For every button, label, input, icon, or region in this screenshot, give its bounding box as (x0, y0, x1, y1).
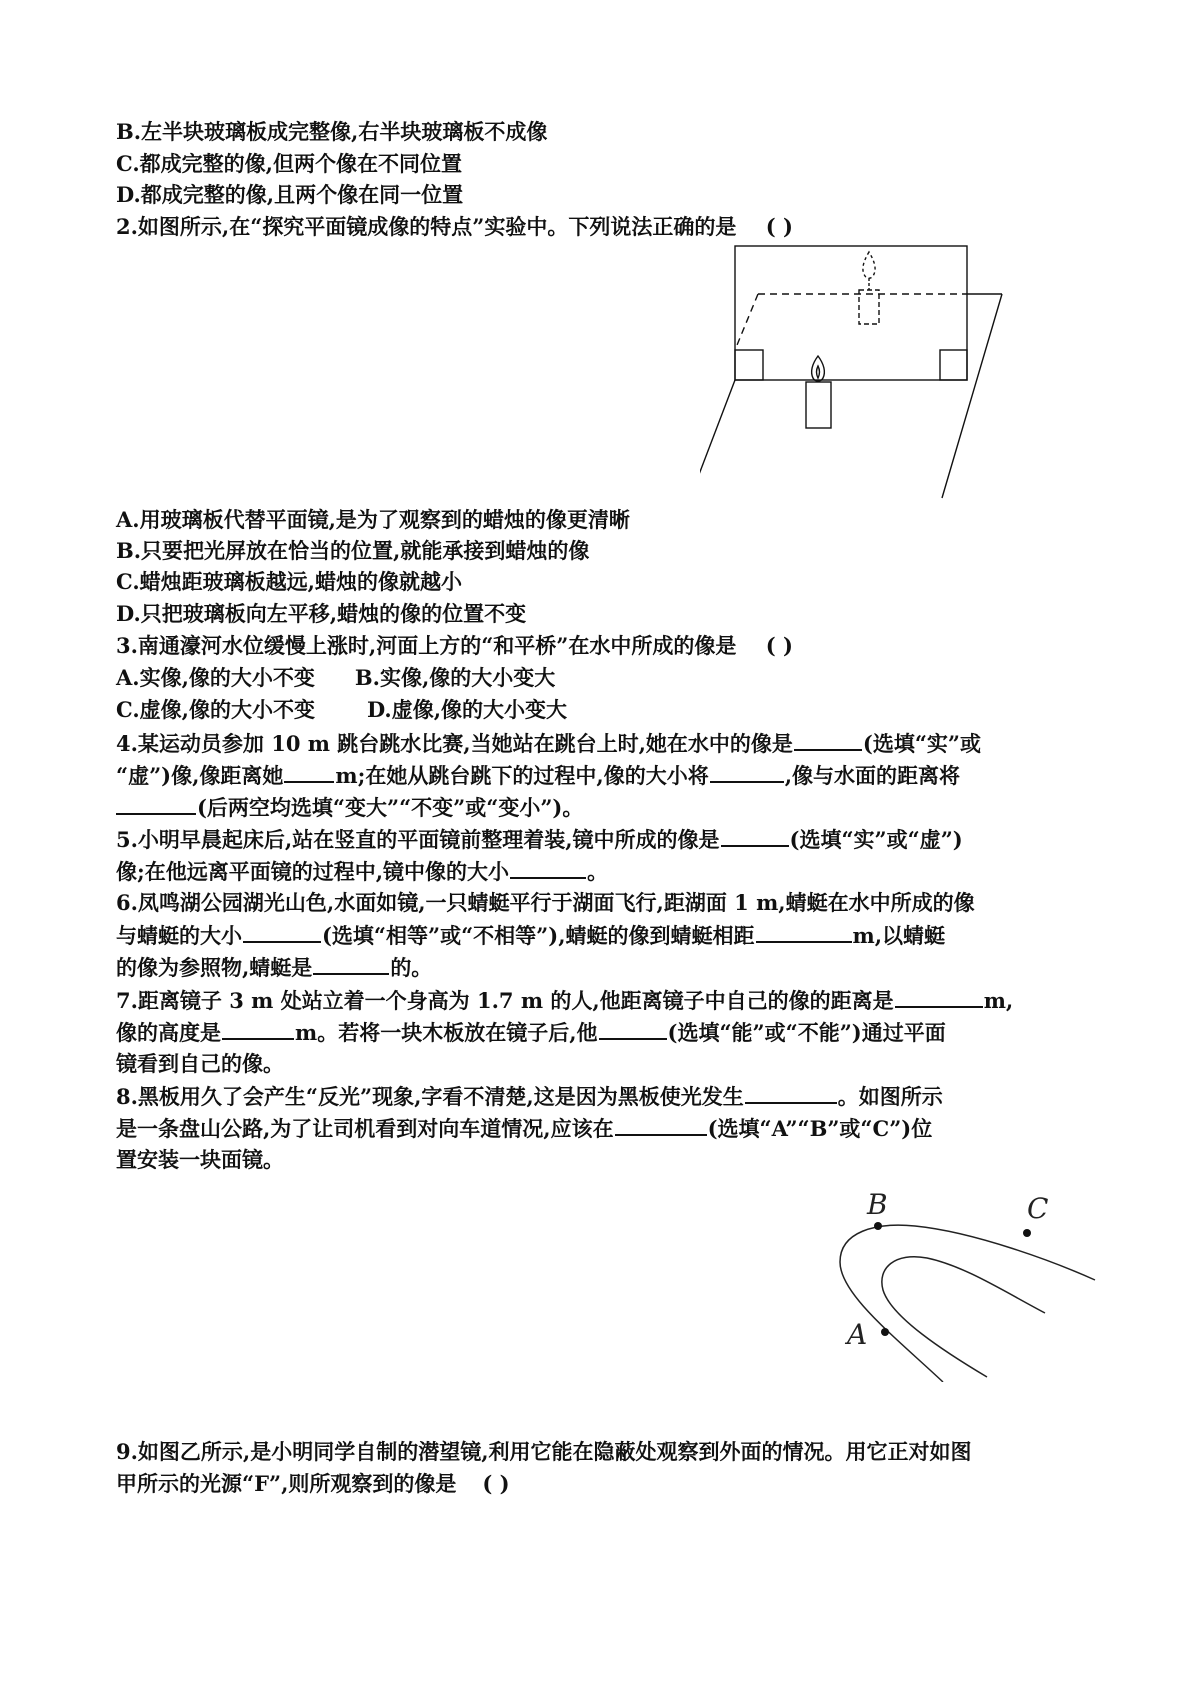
q7-blank-2[interactable] (222, 1018, 294, 1040)
q8-text: (选填“A”“B”或“C”)位 (707, 1116, 933, 1141)
q4-text: m;在她从跳台跳下的过程中,像的大小将 (335, 763, 709, 788)
q5-line-2 (116, 857, 608, 886)
q9-line-1: 9.如图乙所示,是小明同学自制的潜望镜,利用它能在隐蔽处观察到外面的情况。用它正对如图 (116, 1439, 972, 1464)
q5-text: 。 (587, 859, 609, 884)
glass-support-right (940, 350, 967, 380)
candle-image (859, 290, 879, 324)
q8-line-2 (116, 1114, 932, 1143)
q8-blank-1[interactable] (745, 1082, 837, 1104)
q2-option-c: C.蜡烛距玻璃板越远,蜡烛的像就越小 (116, 569, 462, 594)
q9-answer-paren: ( ) (482, 1471, 510, 1496)
q7-text: (选填“能”或“不能”)通过平面 (667, 1020, 946, 1045)
table-right-edge (942, 294, 1002, 498)
q5-blank-2[interactable] (510, 857, 586, 879)
q4-text: “虚”)像,像距离她 (116, 763, 284, 788)
q7-text: m。若将一块木板放在镜子后,他 (295, 1020, 598, 1045)
q8-line-3: 置安装一块面镜。 (116, 1147, 284, 1172)
q4-blank-1[interactable] (794, 729, 862, 751)
mirror-experiment-diagram (700, 238, 1100, 500)
glass-support-left (735, 350, 763, 380)
q7-line-3: 镜看到自己的像。 (116, 1051, 284, 1076)
q3-option-c: C.虚像,像的大小不变 (116, 697, 315, 722)
q4-text: (后两空均选填“变大”“不变”或“变小”)。 (197, 795, 584, 820)
q9-line-2 (116, 1470, 510, 1498)
q6-line-3 (116, 953, 432, 982)
q8-text: 是一条盘山公路,为了让司机看到对向车道情况,应该在 (116, 1116, 614, 1141)
q4-text: (选填“实”或 (862, 731, 982, 756)
q3-option-a: A.实像,像的大小不变 (116, 665, 315, 690)
q2-option-a: A.用玻璃板代替平面镜,是为了观察到的蜡烛的像更清晰 (116, 507, 630, 532)
point-a-dot (881, 1328, 889, 1336)
q1-option-c: C.都成完整的像,但两个像在不同位置 (116, 151, 462, 176)
q5-text: 5.小明早晨起床后,站在竖直的平面镜前整理着装,镜中所成的像是 (116, 827, 720, 852)
q8-text: 8.黑板用久了会产生“反光”现象,字看不清楚,这是因为黑板使光发生 (116, 1084, 744, 1109)
q4-text: ,像与水面的距离将 (784, 763, 961, 788)
q7-line-1 (116, 986, 1013, 1015)
q6-text: 与蜻蜓的大小 (116, 923, 242, 948)
candle-inner-flame (817, 366, 820, 378)
point-c-label: C (1027, 1192, 1049, 1225)
candle-image-flame (863, 252, 875, 278)
q7-text: 像的高度是 (116, 1020, 221, 1045)
q5-text: 像;在他远离平面镜的过程中,镜中像的大小 (116, 859, 510, 884)
q3-stem (116, 632, 793, 660)
point-a-label: A (847, 1318, 868, 1351)
q6-text: m,以蜻蜓 (852, 923, 946, 948)
q3-option-d: D.虚像,像的大小变大 (366, 697, 568, 722)
q7-blank-1[interactable] (895, 986, 983, 1008)
q1-option-b: B.左半块玻璃板成完整像,右半块玻璃板不成像 (116, 119, 548, 144)
q6-text: 的。 (390, 955, 433, 980)
q6-text: (选填“相等”或“不相等”),蜻蜓的像到蜻蜓相距 (322, 923, 755, 948)
mountain-road-diagram (835, 1182, 1100, 1382)
q4-text: 4.某运动员参加 10 m 跳台跳水比赛,当她站在跳台上时,她在水中的像是 (116, 731, 793, 756)
q6-blank-2[interactable] (756, 921, 852, 943)
candle (806, 382, 831, 428)
q7-text: 7.距离镜子 3 m 处站立着一个身高为 1.7 m 的人,他距离镜子中自己的像的距离是 (116, 988, 894, 1013)
q4-blank-3[interactable] (710, 761, 784, 783)
q8-blank-2[interactable] (615, 1114, 707, 1136)
q3-option-b: B.实像,像的大小变大 (354, 665, 556, 690)
q2-answer-paren: ( ) (765, 214, 793, 239)
table-left-edge (700, 380, 735, 498)
q4-line-3 (116, 793, 583, 822)
q7-blank-3[interactable] (599, 1018, 667, 1040)
mountain-road-figure (835, 1182, 1100, 1386)
q8-text: 。如图所示 (837, 1084, 943, 1109)
road-outer-edge (840, 1225, 1095, 1382)
point-c-dot (1023, 1229, 1031, 1237)
q7-line-2 (116, 1018, 946, 1047)
q4-line-2 (116, 761, 960, 790)
q6-line-1: 6.凤鸣湖公园湖光山色,水面如镜,一只蜻蜓平行于湖面飞行,距湖面 1 m,蜻蜓在水中所成的像 (116, 890, 975, 915)
road-inner-edge (882, 1257, 1045, 1377)
q4-line-1 (116, 729, 981, 758)
q1-option-d: D.都成完整的像,且两个像在同一位置 (116, 182, 464, 207)
q7-text: m, (983, 988, 1014, 1013)
q3-options-row-1 (116, 664, 555, 692)
q6-line-2 (116, 921, 945, 950)
q6-blank-3[interactable] (313, 953, 389, 975)
q2-option-d: D.只把玻璃板向左平移,蜡烛的像的位置不变 (116, 601, 527, 626)
table-left-edge-hidden (735, 294, 758, 350)
q3-options-row-2 (116, 696, 567, 724)
q8-line-1 (116, 1082, 943, 1111)
q2-stem-text: 2.如图所示,在“探究平面镜成像的特点”实验中。下列说法正确的是 (116, 214, 737, 239)
q4-blank-4[interactable] (116, 793, 196, 815)
q4-blank-2[interactable] (284, 761, 334, 783)
q5-blank-1[interactable] (721, 825, 789, 847)
q5-line-1 (116, 825, 963, 854)
glass-plate (735, 246, 967, 380)
q2-option-b: B.只要把光屏放在恰当的位置,就能承接到蜡烛的像 (116, 538, 590, 563)
q6-text: 的像为参照物,蜻蜓是 (116, 955, 313, 980)
q2-stem (116, 213, 793, 241)
point-b-label: B (867, 1188, 888, 1221)
q3-answer-paren: ( ) (765, 633, 793, 658)
q5-text: (选填“实”或“虚”) (789, 827, 963, 852)
q6-blank-1[interactable] (243, 921, 321, 943)
q9-text: 甲所示的光源“F”,则所观察到的像是 (116, 1471, 457, 1496)
q3-stem-text: 3.南通濠河水位缓慢上涨时,河面上方的“和平桥”在水中所成的像是 (116, 633, 737, 658)
mirror-experiment-figure (700, 238, 1100, 504)
point-b-dot (874, 1222, 882, 1230)
